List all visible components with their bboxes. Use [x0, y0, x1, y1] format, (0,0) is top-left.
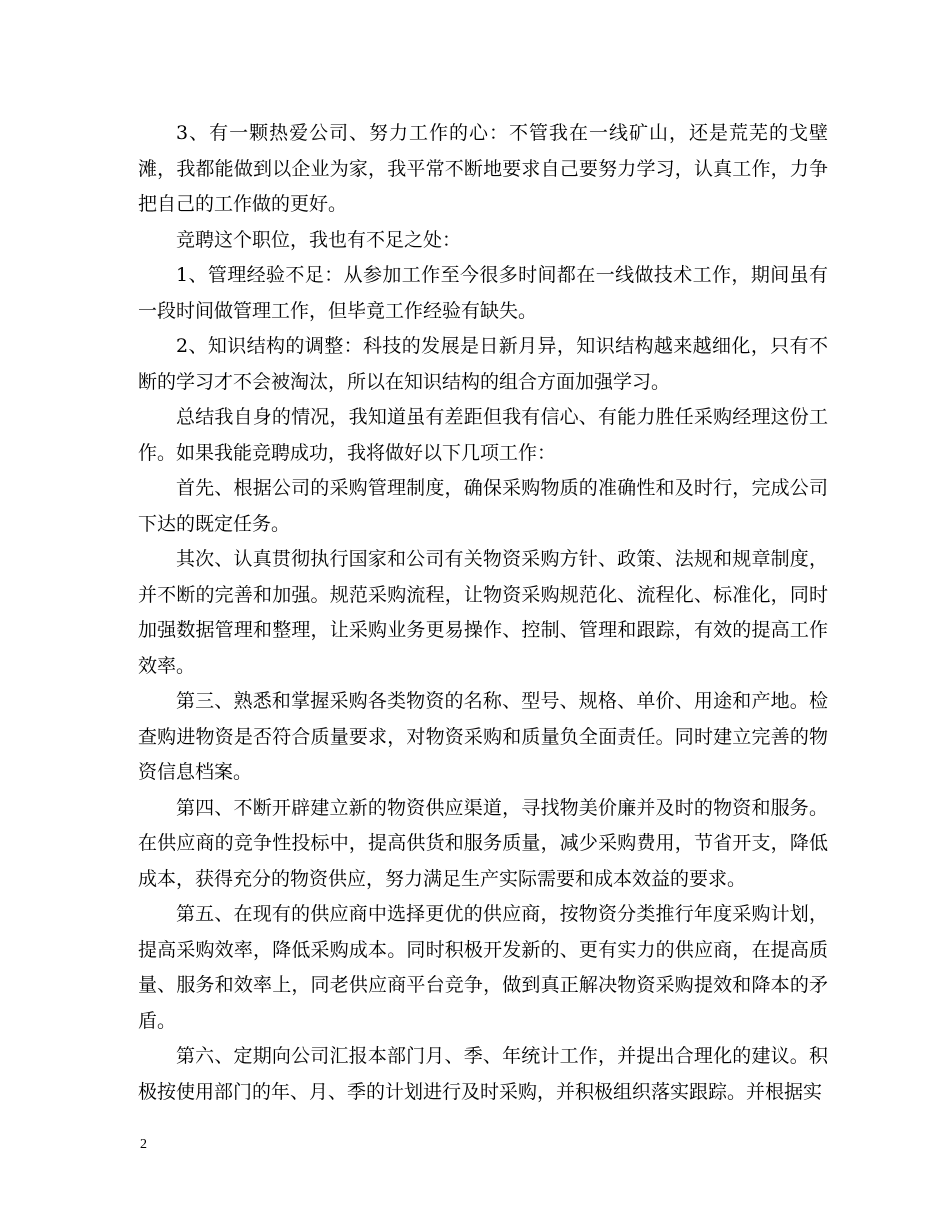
paragraph-summary: 总结我自身的情况，我知道虽有差距但我有信心、有能力胜任采购经理这份工作。如果我能竞聘成功，我将做好以下几项工作：	[138, 406, 828, 464]
paragraph-plan-first: 首先、根据公司的采购管理制度，确保采购物质的准确性和及时行，完成公司下达的既定任务。	[138, 477, 828, 535]
paragraph-plan-fifth: 第五、在现有的供应商中选择更优的供应商，按物资分类推行年度采购计划，提高采购效率，降低采购成本。同时积极开发新的、更有实力的供应商，在提高质量、服务和效率上，同老供应商平台竞争，做到真正解决物资采购提效和降本的矛盾。	[138, 903, 828, 1032]
paragraph-plan-fourth: 第四、不断开辟建立新的物资供应渠道，寻找物美价廉并及时的物资和服务。在供应商的竞争性投标中，提高供货和服务质量，减少采购费用，节省开支，降低成本，获得充分的物资供应，努力满足生产实际需要和成本效益的要求。	[138, 796, 828, 890]
document-body	[138, 116, 828, 1110]
paragraph-shortcoming-1: 1、管理经验不足：从参加工作至今很多时间都在一线做技术工作，期间虽有一段时间做管理工作，但毕竟工作经验有缺失。	[138, 264, 828, 322]
paragraph-shortcoming-2: 2、知识结构的调整：科技的发展是日新月异，知识结构越来越细化，只有不断的学习才不会被淘汰，所以在知识结构的组合方面加强学习。	[138, 335, 828, 393]
paragraph-shortcomings-intro: 竞聘这个职位，我也有不足之处：	[176, 228, 462, 251]
paragraph-plan-second: 其次、认真贯彻执行国家和公司有关物资采购方针、政策、法规和规章制度，并不断的完善和加强。规范采购流程，让物资采购规范化、流程化、标准化，同时加强数据管理和整理，让采购业务更易操作、控制、管理和跟踪，有效的提高工作效率。	[138, 548, 828, 677]
paragraph-plan-sixth: 第六、定期向公司汇报本部门月、季、年统计工作，并提出合理化的建议。积极按使用部门的年、月、季的计划进行及时采购，并积极组织落实跟踪。并根据实	[138, 1045, 828, 1103]
paragraph-plan-third: 第三、熟悉和掌握采购各类物资的名称、型号、规格、单价、用途和产地。检查购进物资是否符合质量要求，对物资采购和质量负全面责任。同时建立完善的物资信息档案。	[138, 690, 828, 783]
page-number: 2	[140, 1137, 147, 1152]
paragraph-strength-3: 3、有一颗热爱公司、努力工作的心：不管我在一线矿山，还是荒芜的戈壁滩，我都能做到以企业为家，我平常不断地要求自己要努力学习，认真工作，力争把自己的工作做的更好。	[138, 122, 828, 215]
